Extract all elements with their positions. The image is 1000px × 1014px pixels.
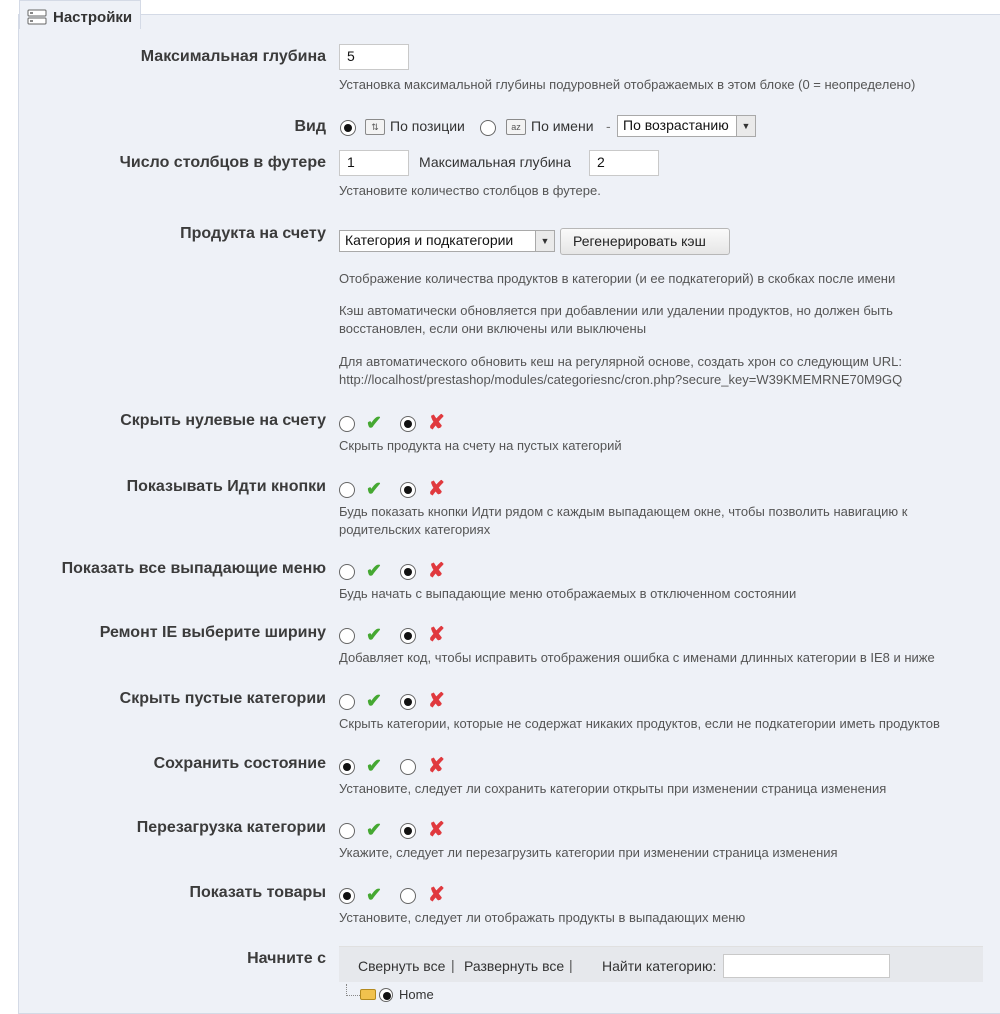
cache-hint-line2: восстановлен, если они включены или выключены [339,321,647,336]
toggle-label: Ремонт IE выберите ширину [99,624,326,641]
toggle-hint: Будь показать кнопки Идти рядом с каждым выпадающем окне, чтобы позволить навигацию к [339,504,908,519]
product-count-hint: Отображение количества продуктов в категории (и ее подкатегорий) в скобках после имени [339,271,896,286]
toggle-no-radio[interactable] [400,564,416,580]
find-category-input[interactable] [723,954,890,978]
check-icon: ✔ [366,820,382,841]
max-depth-label: Максимальная глубина [140,48,326,65]
folder-icon [360,989,376,1000]
view-dash: - [606,118,611,134]
toolbar-separator: | [569,957,573,973]
view-name-radio[interactable] [480,120,496,136]
toolbar-separator: | [451,957,455,973]
check-icon: ✔ [366,691,382,712]
toggle-yes-radio[interactable] [339,416,355,432]
cross-icon: ✘ [428,412,445,434]
view-position-radio[interactable] [340,120,356,136]
toggle-hint: Установите, следует ли сохранить категории открыты при изменении страница изменения [339,781,887,796]
max-depth-hint: Установка максимальной глубины подуровней отображаемых в этом блоке (0 = неопределено) [339,77,916,92]
toggle-hint: Скрыть категории, которые не содержат никаких продуктов, если не подкатегории иметь продуктов [339,716,940,731]
toggle-hint-line2: родительских категориях [339,522,491,537]
cross-icon: ✘ [428,755,445,777]
toggle-yes-radio[interactable] [339,888,355,904]
check-icon: ✔ [366,756,382,777]
sort-position-icon: ⇅ [365,119,385,135]
footer-columns-label: Число столбцов в футере [119,154,326,171]
toggle-label: Показать все выпадающие меню [61,560,326,577]
chevron-down-icon: ▼ [535,231,554,251]
view-name-label: По имени [531,118,594,134]
toggle-yes-radio[interactable] [339,564,355,580]
toggle-no-radio[interactable] [400,416,416,432]
chevron-down-icon: ▼ [736,116,755,136]
toggle-hint: Укажите, следует ли перезагрузить категории при изменении страница изменения [339,845,838,860]
find-category-label: Найти категорию: [602,958,717,974]
toggle-label: Скрыть нулевые на счету [120,412,326,429]
toggle-no-radio[interactable] [400,759,416,775]
toggle-no-radio[interactable] [400,628,416,644]
toggle-hint: Скрыть продукта на счету на пустых категорий [339,438,622,453]
toggle-yes-radio[interactable] [339,759,355,775]
toggle-yes-radio[interactable] [339,628,355,644]
toggle-no-radio[interactable] [400,694,416,710]
regenerate-cache-button[interactable]: Регенерировать кэш [560,228,730,255]
toggle-label: Показывать Идти кнопки [126,478,326,495]
toggle-no-radio[interactable] [400,823,416,839]
tree-connector [346,984,360,996]
start-from-label: Начните с [247,950,326,967]
cross-icon: ✘ [428,690,445,712]
toggle-label: Показать товары [189,884,326,901]
toggle-yes-radio[interactable] [339,482,355,498]
toggle-hint: Установите, следует ли отображать продукты в выпадающих меню [339,910,746,925]
expand-all-link[interactable]: Развернуть все [464,958,565,974]
cross-icon: ✘ [428,478,445,500]
cache-hint-line1: Кэш автоматически обновляется при добавлении или удалении продуктов, но должен быть [339,303,893,318]
tree-root-label[interactable]: Home [399,987,434,1002]
check-icon: ✔ [366,625,382,646]
toggle-label: Сохранить состояние [153,755,326,772]
category-tree-toolbar [339,946,983,982]
footer-max-depth-label: Максимальная глубина [419,154,572,170]
view-label: Вид [294,118,326,135]
toggle-yes-radio[interactable] [339,823,355,839]
check-icon: ✔ [366,885,382,906]
footer-max-depth-input[interactable]: 2 [589,150,659,176]
toggle-label: Скрыть пустые категории [119,690,326,707]
toggle-hint: Добавляет код, чтобы исправить отображения ошибка с именами длинных категории в IE8 и ниже [339,650,935,665]
cron-url: http://localhost/prestashop/modules/categoriesnc/cron.php?secure_key=W39KMEMRNE70M9GQ [339,372,903,387]
max-depth-input[interactable]: 5 [339,44,409,70]
cross-icon: ✘ [428,624,445,646]
settings-legend [19,0,141,29]
cross-icon: ✘ [428,884,445,906]
settings-icon [27,9,47,25]
cross-icon: ✘ [428,819,445,841]
footer-columns-hint: Установите количество столбцов в футере. [339,183,601,198]
toggle-no-radio[interactable] [400,888,416,904]
toggle-no-radio[interactable] [400,482,416,498]
collapse-all-link[interactable]: Свернуть все [358,958,446,974]
toggle-hint: Будь начать с выпадающие меню отображаемых в отключенном состоянии [339,586,797,601]
cross-icon: ✘ [428,560,445,582]
settings-legend-title: Настройки [53,8,133,26]
product-count-label: Продукта на счету [180,225,326,242]
check-icon: ✔ [366,413,382,434]
product-count-select-value: Категория и подкатегории [345,232,514,248]
toggle-label: Перезагрузка категории [136,819,326,836]
order-select[interactable] [617,115,756,137]
check-icon: ✔ [366,479,382,500]
product-count-select[interactable] [339,230,555,252]
cron-hint-line1: Для автоматического обновить кеш на регулярной основе, создать хрон со следующим URL: [339,354,903,369]
toggle-yes-radio[interactable] [339,694,355,710]
order-select-value: По возрастанию [623,117,729,133]
footer-columns-input[interactable]: 1 [339,150,409,176]
sort-name-icon: az [506,119,526,135]
check-icon: ✔ [366,561,382,582]
view-position-label: По позиции [390,118,465,134]
